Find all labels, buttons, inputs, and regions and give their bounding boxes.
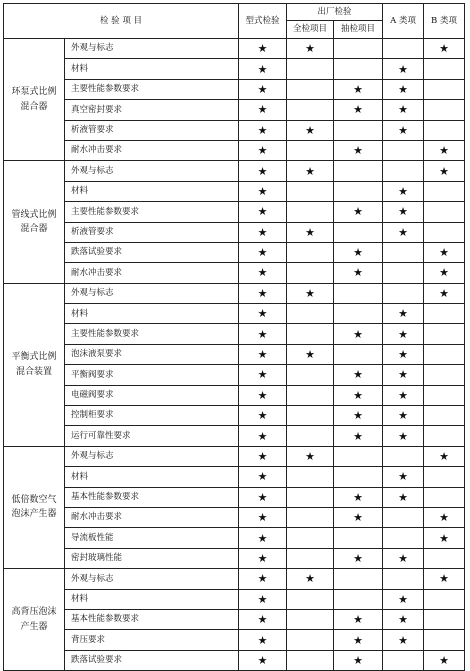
class-b-mark [424,100,465,120]
table-row [4,365,465,385]
table-row [4,140,465,160]
type-test-mark: ★ [239,385,287,405]
type-test-mark: ★ [239,222,287,242]
item-name: 密封玻璃性能 [65,548,239,568]
class-b-mark: ★ [424,507,465,527]
class-b-mark [424,222,465,242]
item-name: 主要性能参数要求 [65,324,239,344]
class-a-mark [383,140,424,160]
item-name: 导流板性能 [65,528,239,548]
table-row [4,507,465,527]
full-inspection-mark [287,528,334,548]
full-inspection-mark [287,59,334,79]
item-name: 耐水冲击要求 [65,140,239,160]
item-name: 跌落试验要求 [65,650,239,670]
table-row [4,650,465,670]
sampling-inspection-mark [334,304,383,324]
table-row [4,426,465,446]
type-test-mark: ★ [239,406,287,426]
type-test-mark: ★ [239,324,287,344]
item-name: 析液管要求 [65,120,239,140]
full-inspection-mark: ★ [287,161,334,181]
sampling-inspection-mark [334,589,383,609]
inspection-table [3,3,465,671]
class-a-mark: ★ [383,487,424,507]
class-b-mark [424,548,465,568]
item-name: 材料 [65,181,239,201]
type-test-mark: ★ [239,589,287,609]
full-inspection-mark [287,426,334,446]
type-test-mark: ★ [239,548,287,568]
item-name: 材料 [65,304,239,324]
class-b-mark [424,365,465,385]
class-b-mark [424,467,465,487]
table-row [4,120,465,140]
full-inspection-mark [287,548,334,568]
table-row [4,161,465,181]
type-test-mark: ★ [239,650,287,670]
table-row [4,39,465,59]
full-inspection-mark [287,242,334,262]
type-test-mark: ★ [239,528,287,548]
full-inspection-mark: ★ [287,569,334,589]
sampling-inspection-mark: ★ [334,650,383,670]
class-a-mark: ★ [383,406,424,426]
item-name: 跌落试验要求 [65,242,239,262]
class-b-mark [424,304,465,324]
class-b-mark [424,630,465,650]
class-a-mark [383,650,424,670]
header-item: 检 验 项 目 [4,4,239,39]
item-name: 材料 [65,589,239,609]
class-a-mark: ★ [383,467,424,487]
type-test-mark: ★ [239,344,287,364]
table-row [4,304,465,324]
type-test-mark: ★ [239,507,287,527]
item-name: 材料 [65,467,239,487]
type-test-mark: ★ [239,140,287,160]
class-b-mark: ★ [424,569,465,589]
type-test-mark: ★ [239,426,287,446]
type-test-mark: ★ [239,609,287,629]
full-inspection-mark [287,650,334,670]
header-factory-test: 出厂检验 [287,4,383,21]
class-b-mark: ★ [424,446,465,466]
sampling-inspection-mark [334,528,383,548]
header-type-test: 型式检验 [239,4,287,39]
class-a-mark: ★ [383,59,424,79]
class-b-mark [424,324,465,344]
full-inspection-mark: ★ [287,344,334,364]
table-row [4,222,465,242]
class-a-mark: ★ [383,548,424,568]
table-row [4,569,465,589]
table-row [4,487,465,507]
item-name: 耐水冲击要求 [65,507,239,527]
class-a-mark [383,446,424,466]
class-a-mark: ★ [383,100,424,120]
class-a-mark: ★ [383,79,424,99]
sampling-inspection-mark [334,39,383,59]
header-class-b: B 类项 [424,4,465,39]
full-inspection-mark [287,79,334,99]
full-inspection-mark [287,487,334,507]
type-test-mark: ★ [239,630,287,650]
sampling-inspection-mark [334,344,383,364]
class-b-mark: ★ [424,161,465,181]
table-row [4,283,465,303]
item-name: 外观与标志 [65,161,239,181]
full-inspection-mark [287,140,334,160]
class-a-mark: ★ [383,344,424,364]
table-row [4,528,465,548]
sampling-inspection-mark [334,120,383,140]
item-name: 运行可靠性要求 [65,426,239,446]
table-row [4,242,465,262]
full-inspection-mark: ★ [287,446,334,466]
sampling-inspection-mark: ★ [334,630,383,650]
class-b-mark [424,589,465,609]
item-name: 外观与标志 [65,39,239,59]
sampling-inspection-mark: ★ [334,385,383,405]
sampling-inspection-mark: ★ [334,324,383,344]
full-inspection-mark [287,385,334,405]
sampling-inspection-mark [334,569,383,589]
class-a-mark: ★ [383,202,424,222]
sampling-inspection-mark [334,181,383,201]
sampling-inspection-mark [334,446,383,466]
item-name: 真空密封要求 [65,100,239,120]
class-b-mark [424,79,465,99]
table-row [4,630,465,650]
type-test-mark: ★ [239,39,287,59]
type-test-mark: ★ [239,283,287,303]
type-test-mark: ★ [239,202,287,222]
full-inspection-mark [287,507,334,527]
type-test-mark: ★ [239,181,287,201]
group-name: 平衡式比例混合装置 [4,283,65,446]
table-body [4,39,465,671]
full-inspection-mark: ★ [287,283,334,303]
type-test-mark: ★ [239,304,287,324]
full-inspection-mark [287,100,334,120]
class-b-mark [424,59,465,79]
class-b-mark [424,426,465,446]
class-b-mark: ★ [424,140,465,160]
table-row [4,467,465,487]
header-full-inspection: 全检项目 [287,21,334,39]
item-name: 控制柜要求 [65,406,239,426]
class-b-mark [424,181,465,201]
sampling-inspection-mark [334,467,383,487]
class-b-mark: ★ [424,283,465,303]
full-inspection-mark [287,324,334,344]
table-row [4,324,465,344]
full-inspection-mark [287,467,334,487]
class-a-mark: ★ [383,304,424,324]
full-inspection-mark: ★ [287,120,334,140]
table-row [4,181,465,201]
class-b-mark [424,406,465,426]
full-inspection-mark [287,589,334,609]
type-test-mark: ★ [239,263,287,283]
type-test-mark: ★ [239,242,287,262]
group-name: 高背压泡沫产生器 [4,569,65,671]
class-a-mark: ★ [383,385,424,405]
class-a-mark [383,528,424,548]
sampling-inspection-mark: ★ [334,507,383,527]
item-name: 材料 [65,59,239,79]
class-b-mark [424,344,465,364]
group-name: 低倍数空气泡沫产生器 [4,446,65,568]
type-test-mark: ★ [239,446,287,466]
item-name: 基本性能参数要求 [65,609,239,629]
table-row [4,385,465,405]
item-name: 析液管要求 [65,222,239,242]
full-inspection-mark [287,202,334,222]
class-b-mark: ★ [424,650,465,670]
sampling-inspection-mark: ★ [334,242,383,262]
item-name: 耐水冲击要求 [65,263,239,283]
sampling-inspection-mark [334,222,383,242]
class-b-mark: ★ [424,528,465,548]
class-a-mark: ★ [383,324,424,344]
class-a-mark: ★ [383,365,424,385]
sampling-inspection-mark: ★ [334,140,383,160]
sampling-inspection-mark: ★ [334,100,383,120]
item-name: 平衡阀要求 [65,365,239,385]
table-row [4,79,465,99]
type-test-mark: ★ [239,59,287,79]
full-inspection-mark [287,365,334,385]
class-b-mark [424,609,465,629]
class-a-mark [383,283,424,303]
sampling-inspection-mark: ★ [334,365,383,385]
class-a-mark: ★ [383,181,424,201]
class-a-mark: ★ [383,426,424,446]
table-row [4,446,465,466]
header-sampling-inspection: 抽检项目 [334,21,383,39]
full-inspection-mark [287,406,334,426]
type-test-mark: ★ [239,79,287,99]
full-inspection-mark [287,609,334,629]
full-inspection-mark [287,263,334,283]
class-b-mark [424,385,465,405]
class-a-mark [383,569,424,589]
header-class-a: A 类项 [383,4,424,39]
item-name: 外观与标志 [65,446,239,466]
full-inspection-mark [287,181,334,201]
item-name: 外观与标志 [65,569,239,589]
table-row [4,202,465,222]
class-a-mark: ★ [383,630,424,650]
sampling-inspection-mark: ★ [334,406,383,426]
class-a-mark: ★ [383,120,424,140]
group-name: 管线式比例混合器 [4,161,65,283]
class-a-mark: ★ [383,222,424,242]
full-inspection-mark: ★ [287,222,334,242]
class-b-mark [424,487,465,507]
sampling-inspection-mark [334,283,383,303]
class-b-mark [424,120,465,140]
item-name: 基本性能参数要求 [65,487,239,507]
sampling-inspection-mark [334,161,383,181]
table-row [4,100,465,120]
class-a-mark [383,39,424,59]
class-b-mark: ★ [424,263,465,283]
type-test-mark: ★ [239,100,287,120]
sampling-inspection-mark: ★ [334,202,383,222]
table-row [4,589,465,609]
class-b-mark: ★ [424,242,465,262]
sampling-inspection-mark: ★ [334,487,383,507]
sampling-inspection-mark [334,59,383,79]
class-a-mark [383,507,424,527]
sampling-inspection-mark: ★ [334,548,383,568]
full-inspection-mark [287,630,334,650]
sampling-inspection-mark: ★ [334,79,383,99]
type-test-mark: ★ [239,161,287,181]
class-a-mark [383,242,424,262]
class-a-mark [383,161,424,181]
class-b-mark: ★ [424,39,465,59]
table-row [4,344,465,364]
table-row [4,609,465,629]
item-name: 外观与标志 [65,283,239,303]
item-name: 主要性能参数要求 [65,79,239,99]
group-name: 环泵式比例混合器 [4,39,65,161]
item-name: 主要性能参数要求 [65,202,239,222]
class-b-mark [424,202,465,222]
class-a-mark: ★ [383,589,424,609]
item-name: 背压要求 [65,630,239,650]
type-test-mark: ★ [239,120,287,140]
table-row [4,59,465,79]
full-inspection-mark: ★ [287,39,334,59]
type-test-mark: ★ [239,487,287,507]
table-row [4,263,465,283]
class-a-mark: ★ [383,609,424,629]
type-test-mark: ★ [239,569,287,589]
sampling-inspection-mark: ★ [334,263,383,283]
table-row [4,406,465,426]
sampling-inspection-mark: ★ [334,609,383,629]
type-test-mark: ★ [239,467,287,487]
type-test-mark: ★ [239,365,287,385]
item-name: 泡沫液泵要求 [65,344,239,364]
item-name: 电磁阀要求 [65,385,239,405]
class-a-mark [383,263,424,283]
table-row [4,548,465,568]
full-inspection-mark [287,304,334,324]
sampling-inspection-mark: ★ [334,426,383,446]
